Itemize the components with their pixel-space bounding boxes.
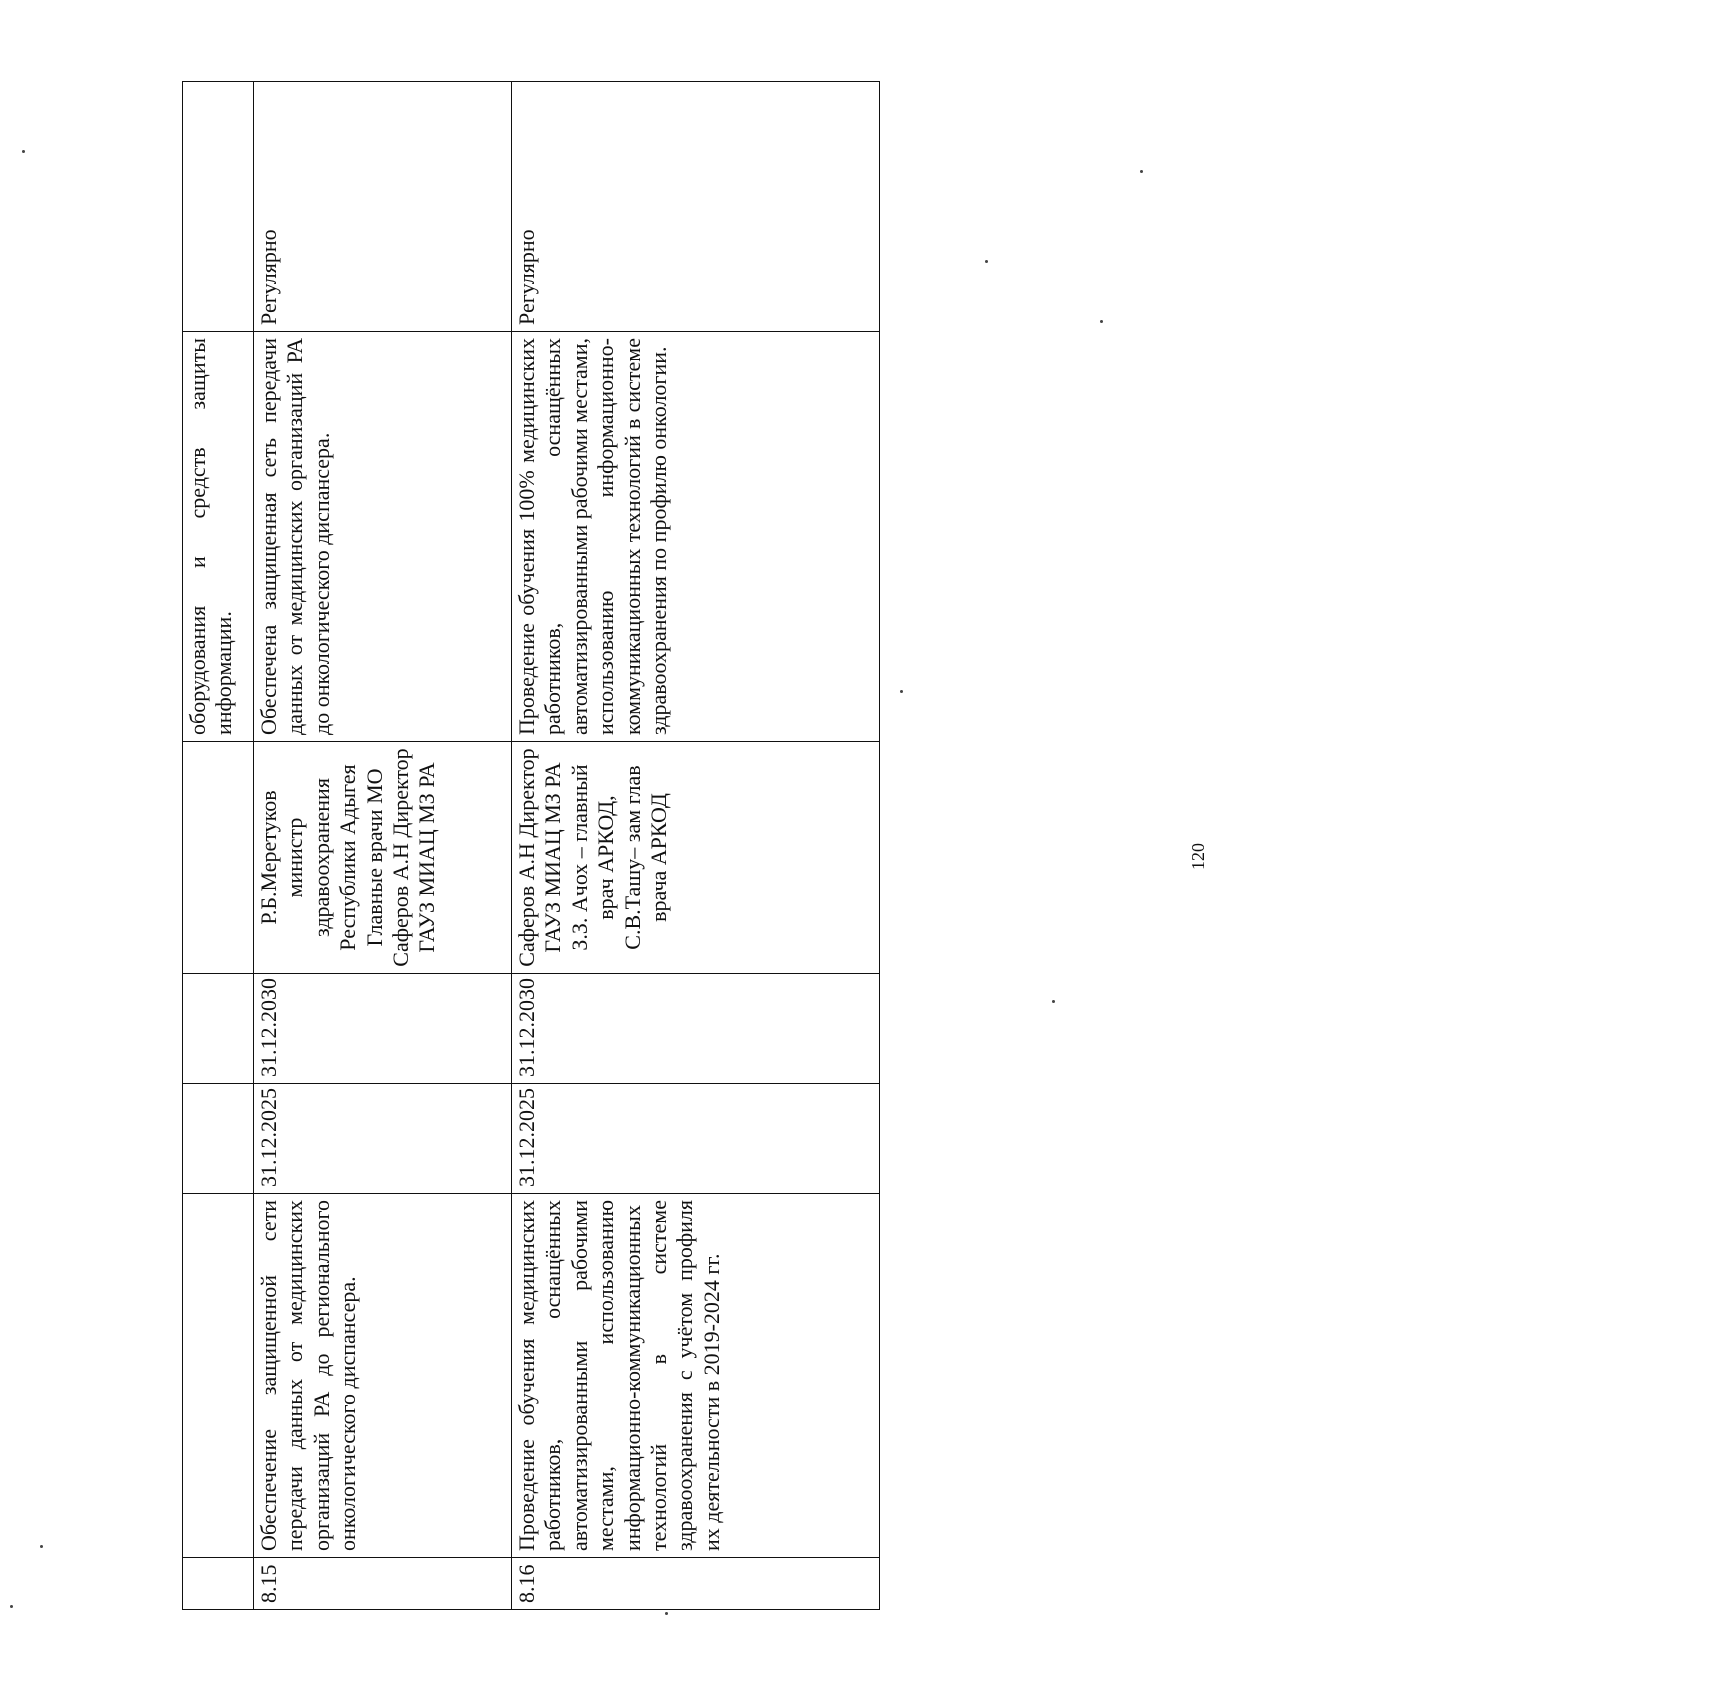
table-row bbox=[254, 82, 512, 1610]
cell-frequency bbox=[183, 82, 254, 332]
scan-speck bbox=[10, 1605, 13, 1608]
scan-speck bbox=[40, 1545, 43, 1548]
cell-start: 31.12.2025 bbox=[254, 1084, 512, 1194]
cell-num: 8.16 bbox=[512, 1558, 880, 1610]
cell-start bbox=[183, 1084, 254, 1194]
cell-action bbox=[183, 1194, 254, 1558]
cell-end bbox=[183, 974, 254, 1084]
cell-result: оборудования и средств защиты информации. bbox=[183, 332, 254, 742]
cell-frequency: Регулярно bbox=[512, 82, 880, 332]
cell-action: Проведение обучения медицинских работников, оснащённых автоматизированными рабочими местами, использованию информационно-коммуникационных технологий в системе здравоохранения с учётом профиля их деятельности в 2019-2024 гг. bbox=[512, 1194, 880, 1558]
scan-speck bbox=[22, 150, 25, 153]
table-row bbox=[183, 82, 254, 1610]
cell-num: 8.15 bbox=[254, 1558, 512, 1610]
cell-result: Обеспечена защищенная сеть передачи данных от медицинских организаций РА до онкологического диспансера. bbox=[254, 332, 512, 742]
page-number: 120 bbox=[1188, 843, 1208, 870]
plan-table bbox=[182, 81, 880, 1610]
scan-speck bbox=[1052, 1000, 1055, 1003]
table-row bbox=[512, 82, 880, 1610]
scan-speck bbox=[900, 690, 903, 693]
cell-responsible: Р.Б.Меретуков министр здравоохранения Республики Адыгея Главные врачи МО Саферов А.Н Директор ГАУЗ МИАЦ МЗ РА bbox=[254, 742, 512, 974]
cell-action: Обеспечение защищенной сети передачи данных от медицинских организаций РА до регионального онкологического диспансера. bbox=[254, 1194, 512, 1558]
scan-speck bbox=[1140, 170, 1143, 173]
cell-responsible: Саферов А.Н Директор ГАУЗ МИАЦ МЗ РА З.З. Ачох – главный врач АРКОД, С.В.Ташу– зам глав врача АРКОД bbox=[512, 742, 880, 974]
cell-end: 31.12.2030 bbox=[254, 974, 512, 1084]
cell-start: 31.12.2025 bbox=[512, 1084, 880, 1194]
rotated-table-inner bbox=[182, 82, 880, 1610]
cell-responsible bbox=[183, 742, 254, 974]
scan-speck bbox=[665, 1612, 668, 1615]
scan-speck bbox=[985, 260, 988, 263]
cell-frequency: Регулярно bbox=[254, 82, 512, 332]
cell-end: 31.12.2030 bbox=[512, 974, 880, 1084]
cell-result: Проведение обучения 100% медицинских работников, оснащённых автоматизированными рабочими местами, использованию информационно-коммуникационных технологий в системе здравоохранения по профилю онкологии. bbox=[512, 332, 880, 742]
cell-num bbox=[183, 1558, 254, 1610]
scan-speck bbox=[1100, 320, 1103, 323]
